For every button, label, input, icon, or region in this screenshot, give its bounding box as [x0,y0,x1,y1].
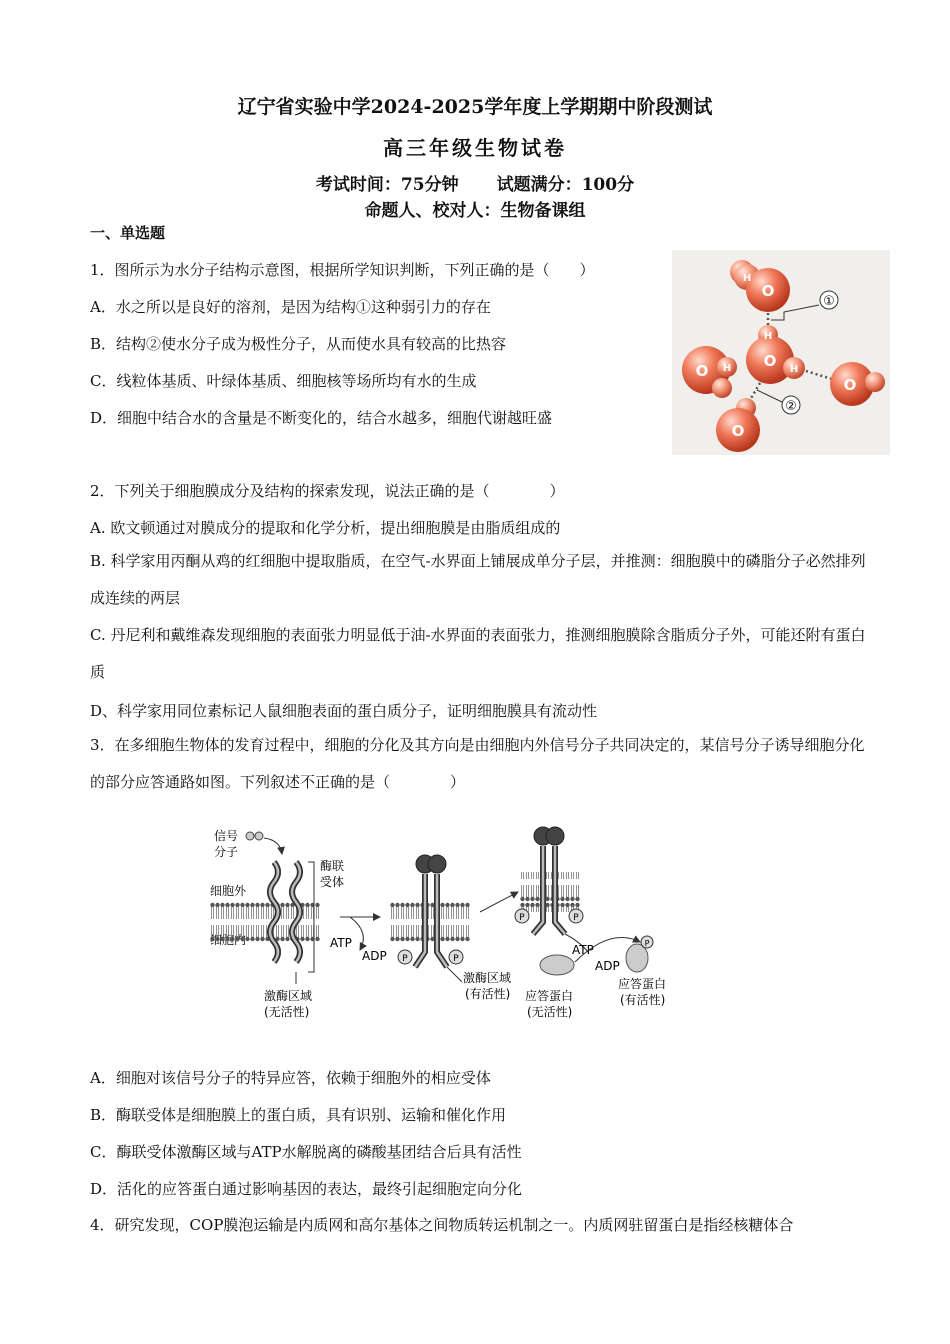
q1-option-b: B．结构②使水分子成为极性分子，从而使水具有较高的比热容 [90,335,507,353]
atp-label-1: ATP [330,936,352,950]
paper-title: 高三年级生物试卷 [383,136,567,160]
authors: 命题人、校对人：生物备课组 [364,201,586,221]
label-structure-1: ① [823,294,835,309]
phosphate-p-2: P [453,954,459,964]
q4-stem: 4．研究发现，COP膜泡运输是内质网和高尔基体之间物质转运机制之一。内质网驻留蛋白是指经核糖体合 [90,1216,794,1234]
signal-label-1: 信号 [214,829,239,843]
receptor-label-1: 酶联 [320,859,345,873]
atom-o-center: O [763,352,777,370]
receptor-pathway-figure [200,822,690,1032]
kinase-active-label-1: 激酶区域 [463,971,512,985]
q2-option-c: C. 丹尼利和戴维森发现细胞的表面张力明显低于油-水界面的表面张力，推测细胞膜除含脂质分子外，可能还附有蛋白质 [90,626,866,681]
receptor-label-2: 受体 [320,875,345,889]
atp-label-2: ATP [572,943,594,957]
full-score: 试题满分：100分 [496,175,635,195]
exam-info [0,170,950,195]
response-inactive-label-1: 应答蛋白 [525,989,574,1003]
outside-label: 细胞外 [210,884,247,898]
kinase-inactive-label-1: 激酶区域 [264,989,313,1003]
phosphate-p-4: P [573,913,579,923]
label-structure-2: ② [785,399,797,414]
section-heading: 一、单选题 [90,224,166,242]
q3-option-d: D．活化的应答蛋白通过影响基因的表达，最终引起细胞定向分化 [90,1180,523,1198]
q2-stem: 2．下列关于细胞膜成分及结构的探索发现，说法正确的是（ ） [90,482,565,500]
atom-h-left: H [722,363,732,374]
q2-option-a: A. 欧文顿通过对膜成分的提取和化学分析，提出细胞膜是由脂质组成的 [90,519,561,537]
q2-option-b: B. 科学家用丙酮从鸡的红细胞中提取脂质，在空气-水界面上铺展成单分子层，并推测：细胞膜中的磷脂分子必然排列成连续的两层 [90,552,866,607]
atom-h-top: H [742,273,752,284]
q3-option-b: B．酶联受体是细胞膜上的蛋白质，具有识别、运输和催化作用 [90,1106,507,1124]
q2-option-d: D、科学家用同位素标记人鼠细胞表面的蛋白质分子，证明细胞膜具有流动性 [90,702,598,720]
atom-o-right: O [843,376,857,394]
phosphate-p-3: P [519,913,525,923]
response-active-label-1: 应答蛋白 [618,977,667,991]
atom-o-bottom: O [731,422,745,440]
adp-label-2: ADP [595,959,620,973]
kinase-inactive-label-2: (无活性) [264,1005,310,1019]
atom-h-center-2: H [789,364,799,375]
q1-option-d: D．细胞中结合水的含量是不断变化的，结合水越多，细胞代谢越旺盛 [90,409,553,427]
atom-o-top: O [761,282,775,300]
q1-stem: 1．图所示为水分子结构示意图，根据所学知识判断，下列正确的是（ ） [90,261,595,279]
phosphate-p-5: P [644,939,650,948]
kinase-active-label-2: (有活性) [465,987,511,1001]
adp-label-1: ADP [362,949,387,963]
q3-stem: 3．在多细胞生物体的发育过程中，细胞的分化及其方向是由细胞内外信号分子共同决定的，某信号分子诱导细胞分化的部分应答通路如图。下列叙述不正确的是（ ） [90,736,865,791]
school-title: 辽宁省实验中学2024-2025学年度上学期期中阶段测试 [237,96,713,118]
q3-option-c: C．酶联受体激酶区域与ATP水解脱离的磷酸基团结合后具有活性 [90,1143,522,1161]
q3-option-a: A．细胞对该信号分子的特异应答，依赖于细胞外的相应受体 [90,1069,491,1087]
q1-option-a: A．水之所以是良好的溶剂，是因为结构①这种弱引力的存在 [90,298,491,316]
q1-option-c: C．线粒体基质、叶绿体基质、细胞核等场所均有水的生成 [90,372,477,390]
atom-h-center-1: H [763,331,773,342]
atom-o-left: O [695,362,709,380]
phosphate-p-1: P [402,954,408,964]
exam-time: 考试时间：75分钟 [315,175,459,195]
response-active-label-2: (有活性) [620,993,666,1007]
signal-label-2: 分子 [214,845,239,859]
response-inactive-label-2: (无活性) [527,1005,573,1019]
water-molecule-figure [672,250,890,455]
